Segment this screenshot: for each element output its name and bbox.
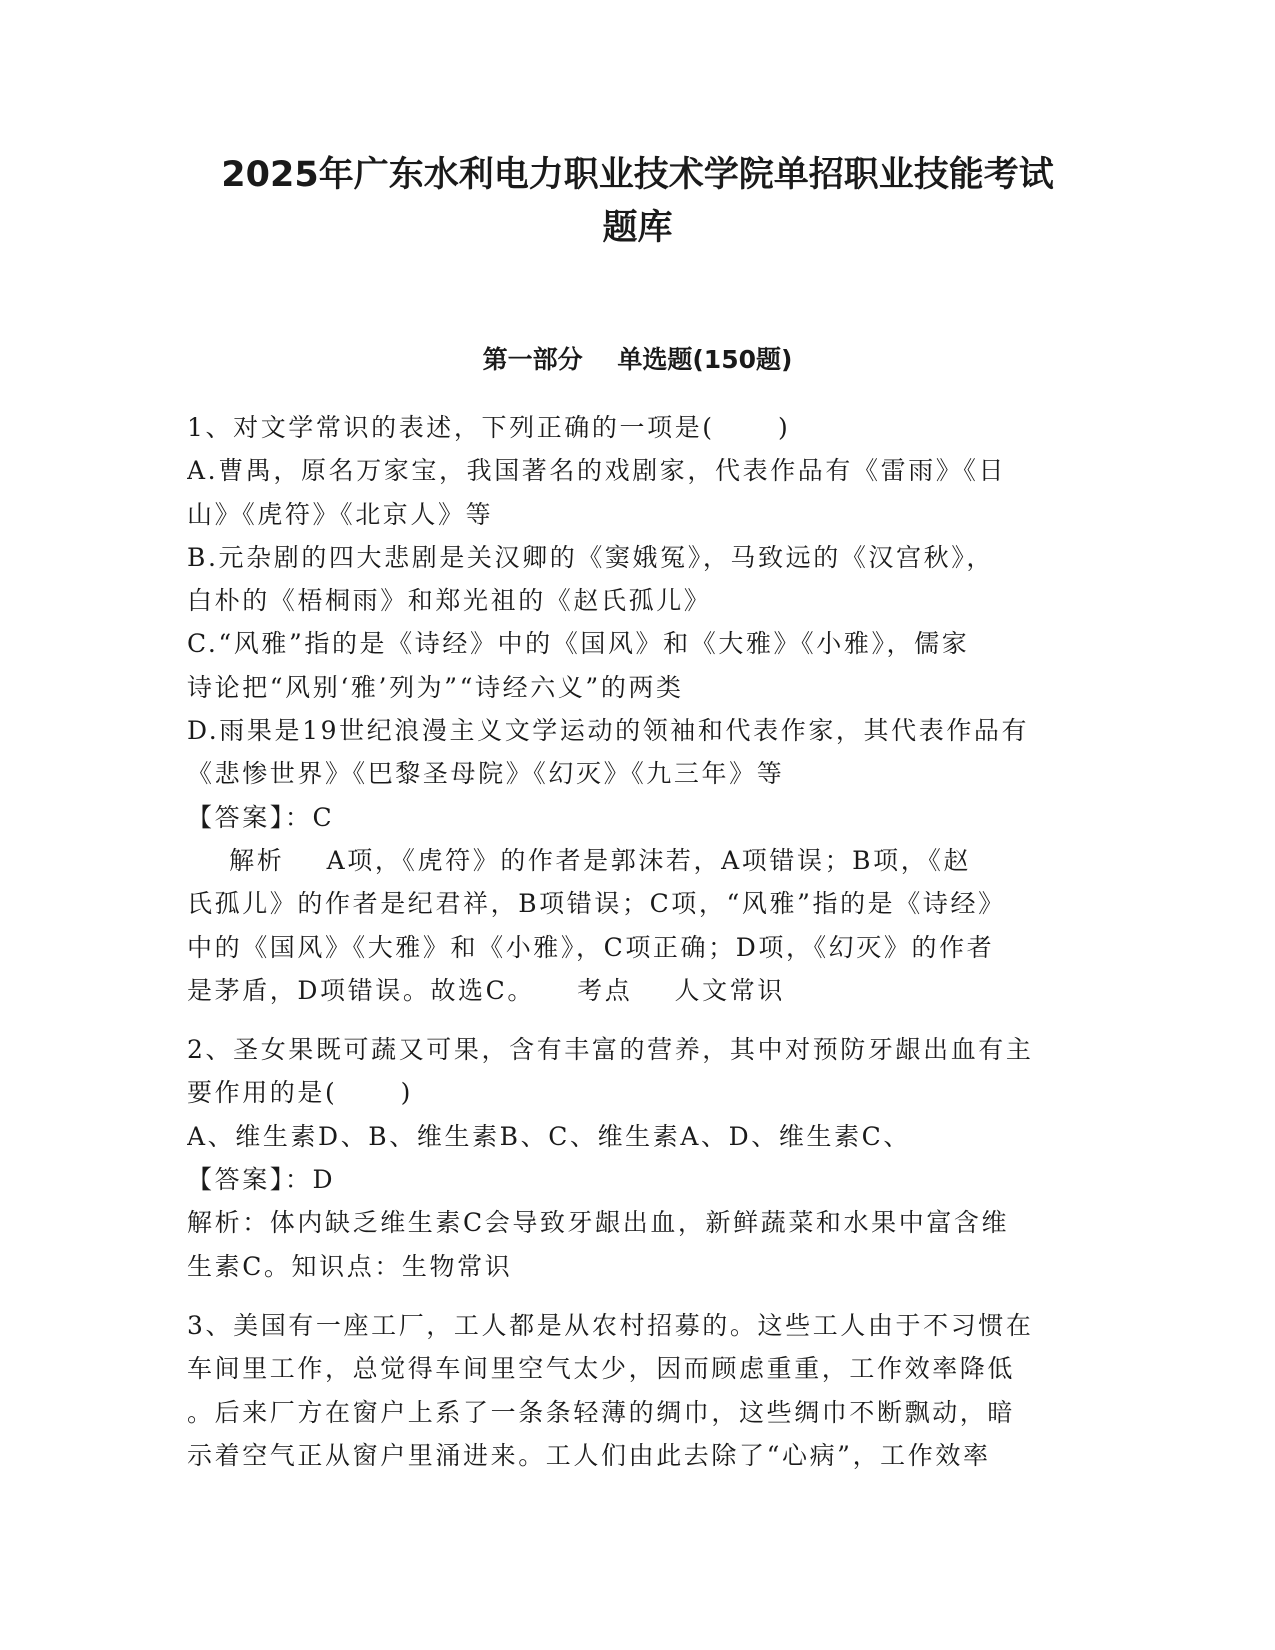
document-title-line-1: 2025年广东水利电力职业技术学院单招职业技能考试 [221,155,1054,195]
question-2-explanation-line-1: 解析：体内缺乏维生素C会导致牙龈出血，新鲜蔬菜和水果中富含维 [187,1208,1010,1238]
question-1-option-b-line-2: 白朴的《梧桐雨》和郑光祖的《赵氏孤儿》 [187,586,712,616]
question-2-options: A、维生素D、B、维生素B、C、维生素A、D、维生素C、 [187,1121,911,1151]
question-3-stem-line-3: 。后来厂方在窗户上系了一条条轻薄的绸巾，这些绸巾不断飘动，暗 [187,1397,1016,1427]
question-3-stem-line-4: 示着空气正从窗户里涌进来。工人们由此去除了“心病”，工作效率 [187,1440,991,1470]
question-1-option-d-line-2: 《悲惨世界》《巴黎圣母院》《幻灭》《九三年》等 [187,759,785,789]
question-1-explanation-line-3: 中的《国风》《大雅》和《小雅》，C项正确；D项，《幻灭》的作者 [187,932,995,962]
question-1-stem: 1、对文学常识的表述，下列正确的一项是( ) [187,413,791,442]
question-spacer [187,1012,1087,1028]
question-block-2 [187,1028,1087,1288]
question-1-option-a-line-2: 山》《虎符》《北京人》等 [187,499,494,529]
question-1-option-c-line-2: 诗论把“风别‘雅’列为”“诗经六义”的两类 [187,672,684,702]
question-1-option-a-line-1: A.曹禺，原名万家宝，我国著名的戏剧家，代表作品有《雷雨》《日 [187,456,1007,486]
question-list [187,406,1087,1477]
question-3-stem-line-2: 车间里工作，总觉得车间里空气太少，因而顾虑重重，工作效率降低 [187,1354,1016,1384]
question-1-explanation-line-4: 是茅盾，D项错误。故选C。 考点 人文常识 [187,975,785,1005]
question-1-explanation-line-1: 解析 A项，《虎符》的作者是郭沫若，A项错误；B项，《赵 [187,845,972,875]
question-2-stem-line-2: 要作用的是( ) [187,1078,413,1108]
question-3-stem-line-1: 3、美国有一座工厂，工人都是从农村招募的。这些工人由于不习惯在 [187,1310,1034,1340]
question-2-answer: 【答案】：D [187,1165,336,1195]
question-block-3 [187,1304,1087,1477]
question-1-explanation-line-2: 氏孤儿》的作者是纪君祥，B项错误；C项，“风雅”指的是《诗经》 [187,889,1006,919]
question-2-explanation-line-2: 生素C。知识点：生物常识 [187,1251,513,1281]
question-1-option-d-line-1: D.雨果是19世纪浪漫主义文学运动的领袖和代表作家，其代表作品有 [187,716,1030,746]
section-heading: 第一部分 单选题(150题) [482,345,793,374]
question-1-answer: 【答案】：C [187,802,335,832]
document-title-line-2: 题库 [602,208,673,248]
question-2-stem-line-1: 2、圣女果既可蔬又可果，含有丰富的营养，其中对预防牙龈出血有主 [187,1035,1034,1065]
question-block-1 [187,406,1087,1012]
question-1-option-c-line-1: C.“风雅”指的是《诗经》中的《国风》和《大雅》《小雅》，儒家 [187,629,970,659]
question-1-option-b-line-1: B.元杂剧的四大悲剧是关汉卿的《窦娥冤》，马致远的《汉宫秋》， [187,542,994,572]
question-spacer [187,1288,1087,1304]
